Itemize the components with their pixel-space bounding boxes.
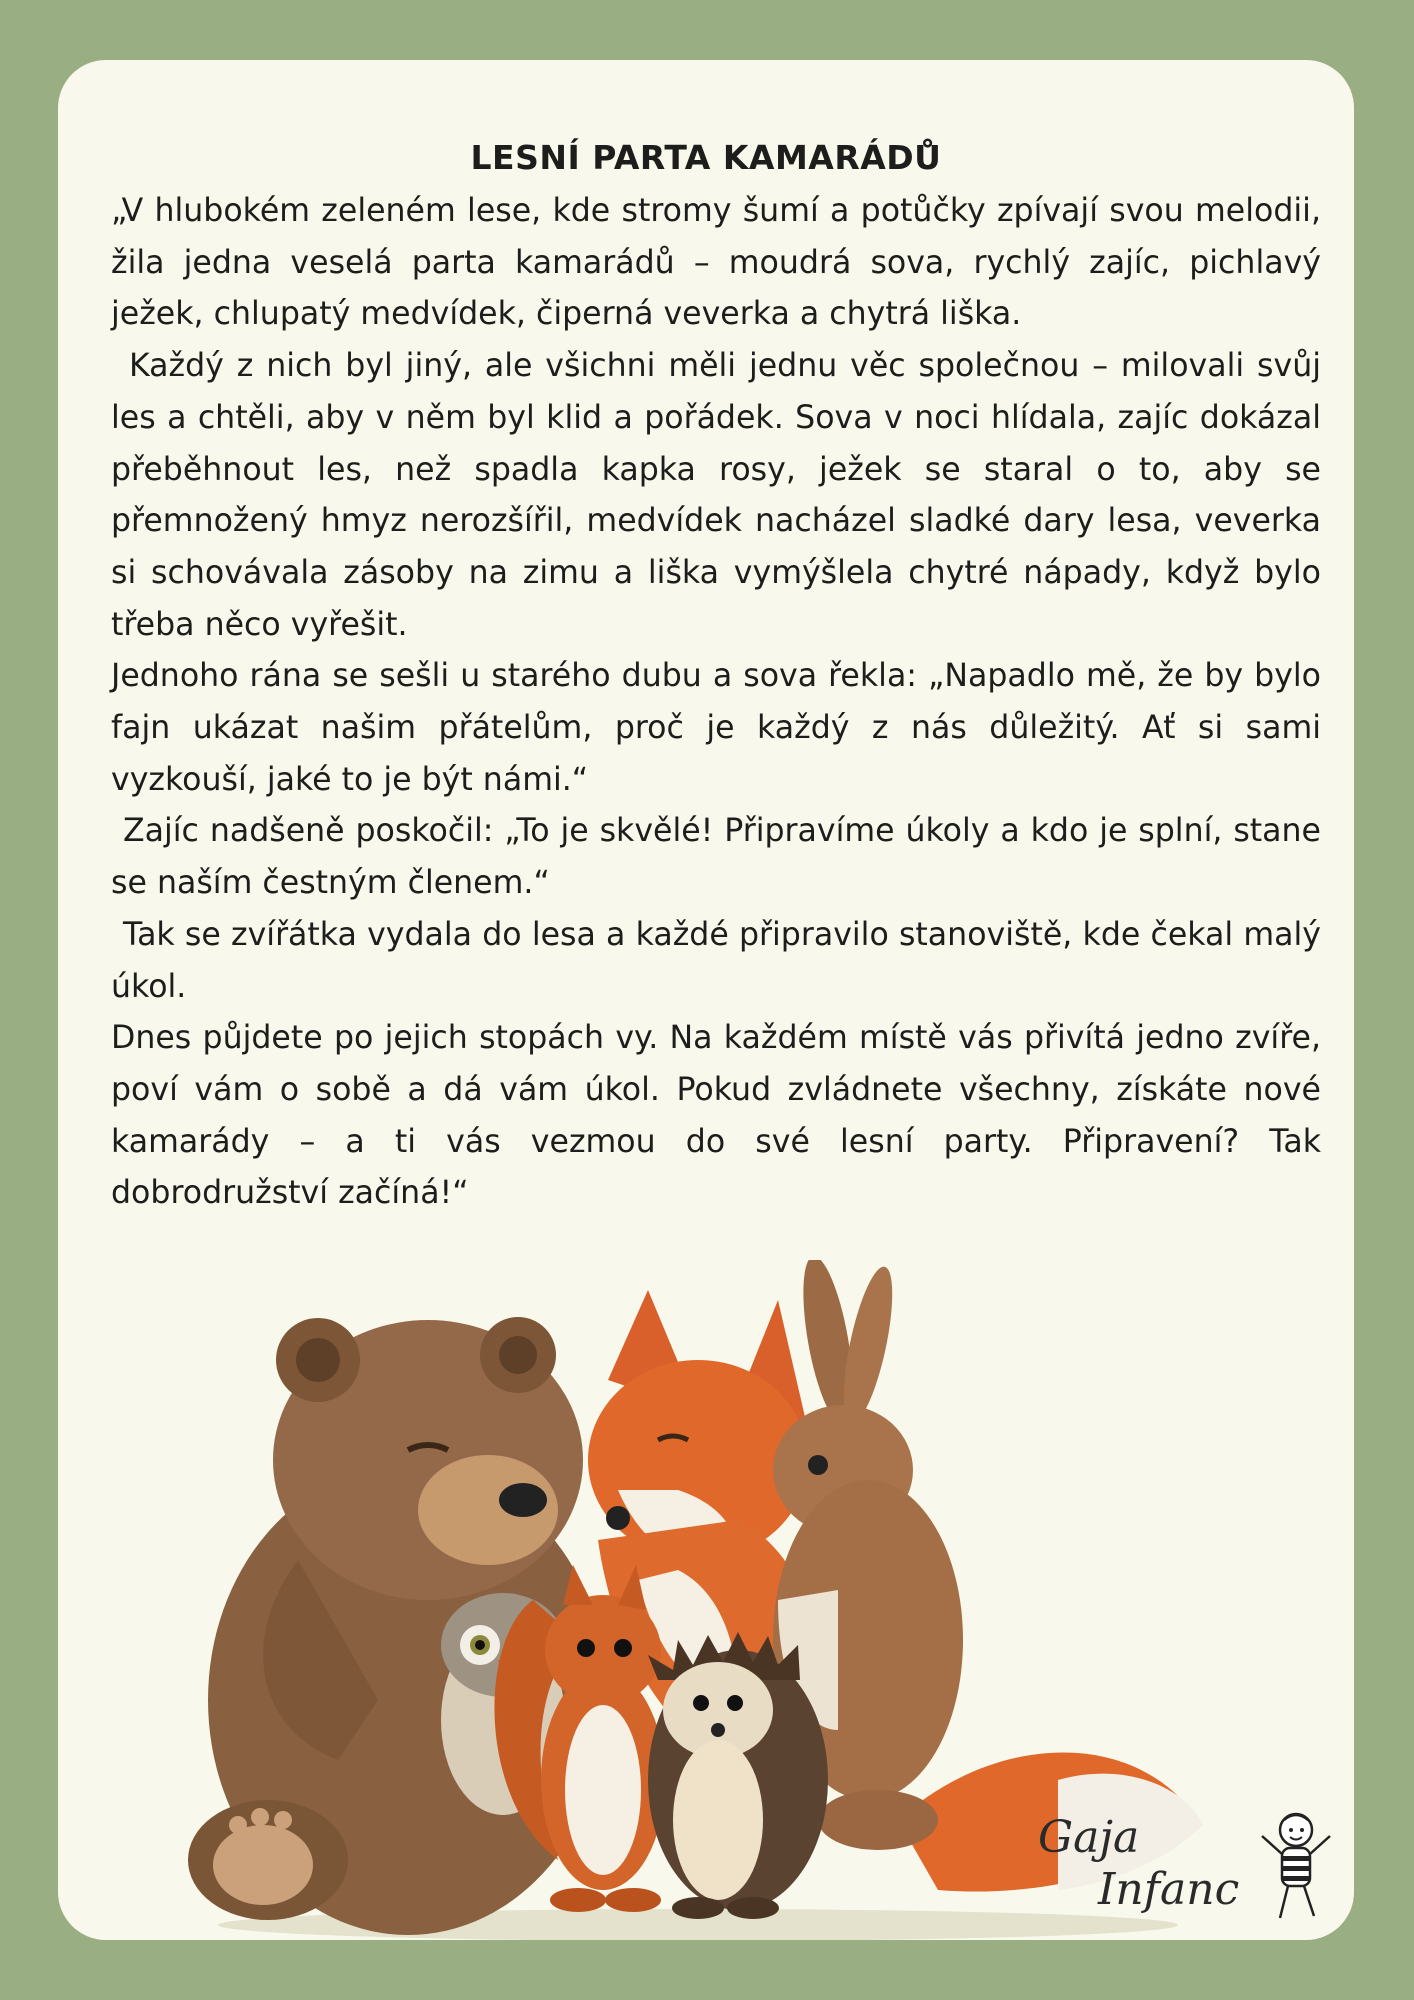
gaja-infanc-logo	[1038, 1812, 1338, 1936]
story-text	[111, 186, 1321, 1220]
page-title: LESNÍ PARTA KAMARÁDŮ	[470, 138, 942, 177]
paragraph-friends: Každý z nich byl jiný, ale všichni měli jednu věc společnou – milovali svůj les a chtěli, aby v něm byl klid a pořádek. Sova v noci hlídala, zajíc dokázal přeběhnout les, než spadla kapka rosy, ježek se staral o to, aby se přemnožený hmyz nerozšířil, medvídek nacházel sladké dary lesa, veverka si schovávala zásoby na zimu a liška vymýšlela chytré nápady, když bylo třeba něco vyřešit.	[111, 348, 1321, 643]
child-mascot-icon	[1256, 1808, 1336, 1932]
logo-line-1: Gaja	[1038, 1812, 1140, 1863]
paragraph-stations: Tak se zvířátka vydala do lesa a každé připravilo stanoviště, kde čekal malý úkol.	[111, 916, 1321, 1005]
paragraph-hare: Zajíc nadšeně poskočil: „To je skvělé! Připravíme úkoly a kdo je splní, stane se naším čestným členem.“	[111, 813, 1321, 902]
paragraph-owl-idea: Jednoho rána se sešli u starého dubu a sova řekla: „Napadlo mě, že by bylo fajn ukázat našim přátelům, proč je každý z nás důležitý. Ať si sami vyzkouší, jaké to je být námi.“	[111, 658, 1321, 798]
page-card	[58, 60, 1354, 1940]
paragraph-intro: „V hlubokém zeleném lese, kde stromy šumí a potůčky zpívají svou melodii, žila jedna veselá parta kamarádů – moudrá sova, rychlý zajíc, pichlavý ježek, chlupatý medvídek, čiperná veverka a chytrá liška.	[111, 193, 1321, 333]
logo-line-2: Infanc	[1098, 1864, 1240, 1915]
paragraph-invitation: Dnes půjdete po jejich stopách vy. Na každém místě vás přivítá jedno zvíře, poví vám o sobě a dá vám úkol. Pokud zvládnete všechny, získáte nové kamarády – a ti vás vezmou do své lesní party. Připravení? Tak dobrodružství začíná!“	[111, 1020, 1321, 1212]
